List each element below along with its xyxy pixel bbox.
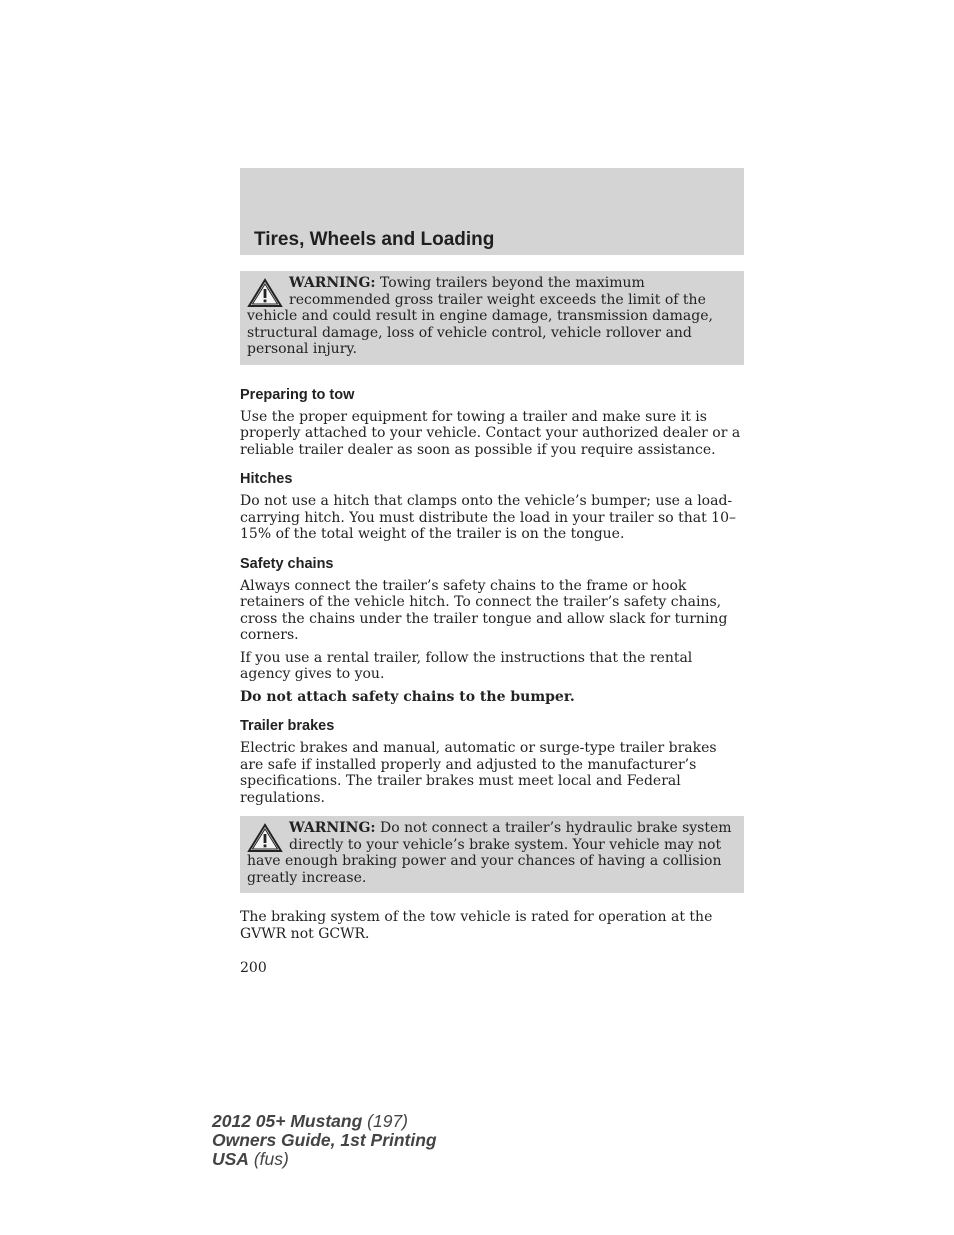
section-title: Tires, Wheels and Loading	[254, 229, 495, 250]
hitches-paragraph: Do not use a hitch that clamps onto the vehicle’s bumper; use a load-carrying hitch. You must distribute the load in your trailer so that 10–15% of the total weight of the trailer is on the tongue.	[240, 493, 736, 542]
safety-chains-note: Do not attach safety chains to the bumper.	[240, 688, 575, 705]
trailer-brakes-paragraph: Electric brakes and manual, automatic or surge-type trailer brakes are safe if installed properly and adjusted to the manufacturer’s specifications. The trailer brakes must meet local and Federal regulations.	[240, 740, 717, 806]
rental-trailer-paragraph: If you use a rental trailer, follow the instructions that the rental agency gives to you.	[240, 649, 693, 682]
heading-hitches: Hitches	[240, 471, 293, 487]
footer-market: USA	[212, 1149, 249, 1169]
footer-model: 2012 05+ Mustang	[212, 1111, 363, 1131]
warning-text: Do not connect a trailer’s hydraulic brake system directly to your vehicle’s brake system. Your vehicle may not have enough braking power and your chances of having a collision greatly increase.	[247, 820, 732, 886]
warning-label: WARNING:	[289, 820, 376, 836]
footer-market-code: (fus)	[253, 1149, 289, 1169]
warning-box	[240, 271, 744, 365]
warning-text: Towing trailers beyond the maximum recommended gross trailer weight exceeds the limit of the vehicle and could result in engine damage, transmission damage, structural damage, loss of vehicle control, vehicle rollover and personal injury.	[247, 275, 713, 357]
footer-guide: Owners Guide, 1st Printing	[212, 1130, 437, 1150]
closing-paragraph: The braking system of the tow vehicle is rated for operation at the GVWR not GCWR.	[240, 909, 713, 942]
page-number: 200	[240, 960, 267, 976]
heading-safety-chains: Safety chains	[240, 555, 334, 572]
warning-triangle-icon	[247, 823, 283, 853]
safety-chains-paragraph: Always connect the trailer’s safety chains to the frame or hook retainers of the vehicle hitch. To connect the trailer’s safety chains, cross the chains under the trailer tongue and allow slack for turning corners.	[240, 577, 728, 643]
heading-trailer-brakes: Trailer brakes	[240, 718, 335, 734]
warning-triangle-icon	[247, 278, 283, 308]
page-content	[240, 271, 744, 942]
document-footer	[212, 1112, 437, 1169]
heading-preparing-to-tow: Preparing to tow	[240, 386, 355, 403]
preparing-paragraph: Use the proper equipment for towing a trailer and make sure it is properly attached to your vehicle. Contact your authorized dealer or a reliable trailer dealer as soon as possible if you require assistance.	[240, 408, 741, 458]
section-header	[240, 168, 744, 255]
footer-model-code: (197)	[367, 1111, 409, 1131]
warning-box	[240, 816, 744, 893]
warning-label: WARNING:	[289, 275, 376, 291]
